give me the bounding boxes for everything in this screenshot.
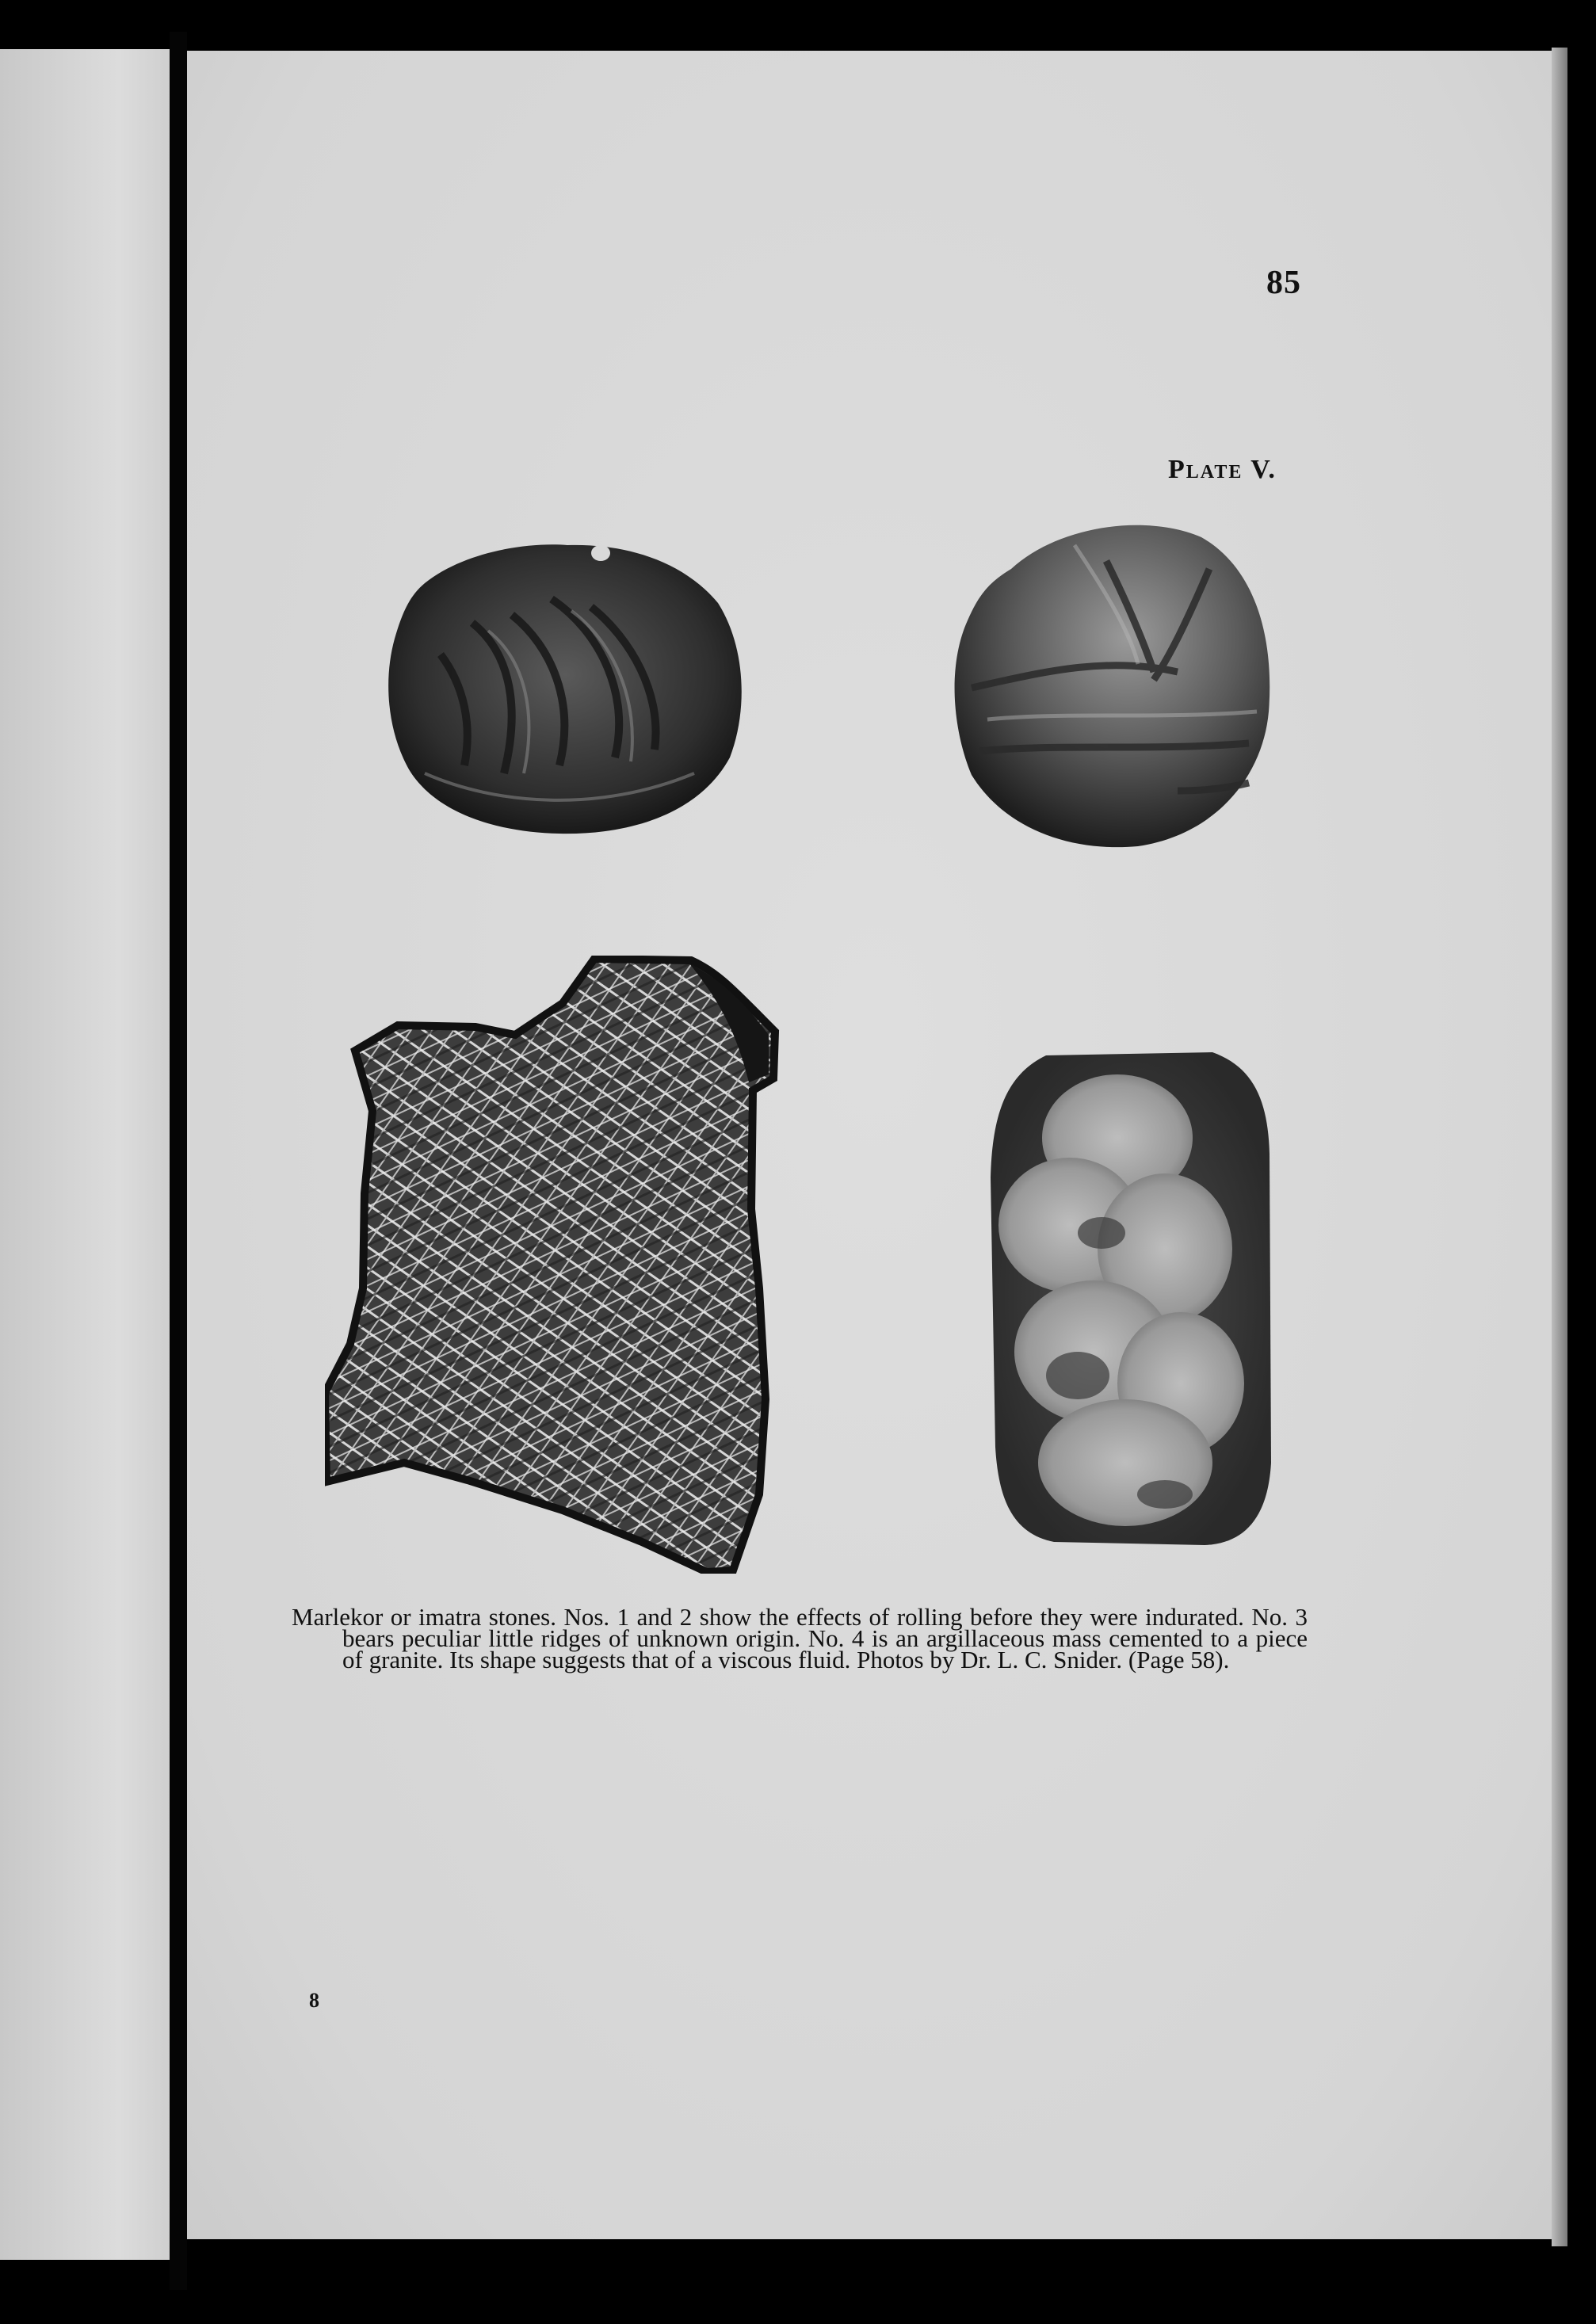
plate-label: Plate V.: [1168, 455, 1277, 484]
facing-page-edge: [0, 49, 170, 2260]
signature-mark: 8: [309, 1989, 319, 2012]
book-gutter: [170, 32, 187, 2290]
stone-photo-1: [377, 536, 750, 841]
stone-photo-4: [983, 1051, 1273, 1547]
page-edge-shadow: [1552, 48, 1567, 2246]
page-number: 85: [1266, 265, 1301, 301]
stone-photo-3: [325, 956, 783, 1574]
caption-text: Marlekor or imatra stones. Nos. 1 and 2 show the effects of rolling before they were indurated. No. 3 bears peculiar little ridges of unknown origin. No. 4 is an argillaceous mass cemented to a piece of granite. Its shape suggests that of a viscous fluid. Photos by Dr. L. C. Snider. (Page 58).: [292, 1603, 1308, 1673]
stone-photo-2: [948, 513, 1277, 851]
plate-caption: [292, 1603, 1308, 1673]
